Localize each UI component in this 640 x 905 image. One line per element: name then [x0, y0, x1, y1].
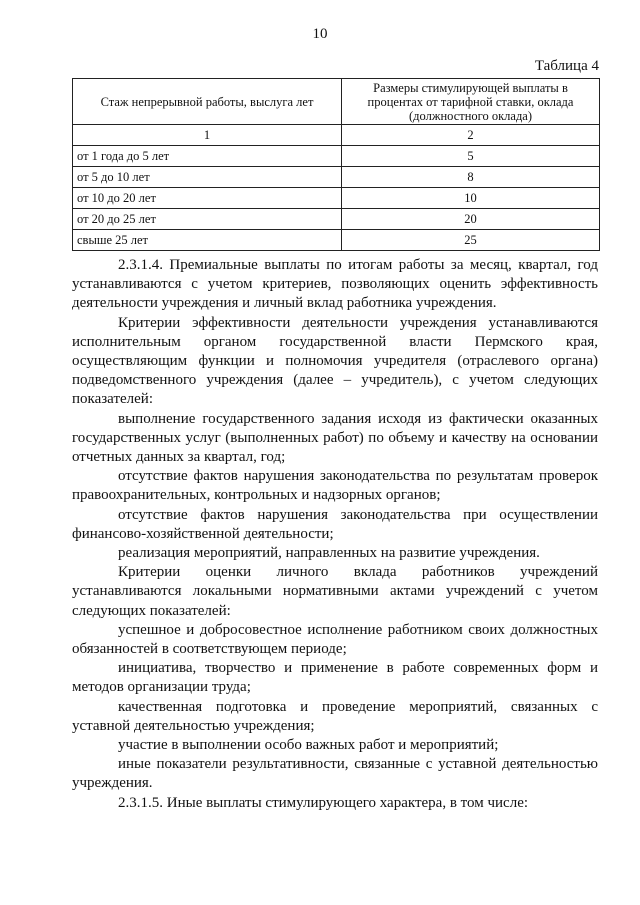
experience-cell: от 1 года до 5 лет [73, 146, 342, 167]
experience-cell: от 20 до 25 лет [73, 209, 342, 230]
table-row [73, 167, 600, 188]
table-row [73, 230, 600, 251]
bonus-rates-table [72, 78, 600, 251]
header-bonus-size: Размеры стимулирующей выплаты в процентах от тарифной ставки, оклада (должностного оклада) [342, 79, 600, 125]
percent-cell: 5 [342, 146, 600, 167]
experience-cell: свыше 25 лет [73, 230, 342, 251]
column-number-2: 2 [342, 125, 600, 146]
percent-cell: 20 [342, 209, 600, 230]
column-number-1: 1 [73, 125, 342, 146]
table-row [73, 146, 600, 167]
paragraph-important-works: участие в выполнении особо важных работ и мероприятий; [118, 737, 499, 754]
column-number-row [73, 125, 600, 146]
header-experience: Стаж непрерывной работы, выслуга лет [73, 79, 342, 125]
paragraph-state-task: выполнение государственного задания исходя из фактически оказанных государственных услуг (выполненных работ) по объему и качеству на основании отчетных данных за квартал, год; [72, 410, 598, 466]
paragraph-2-3-1-4: 2.3.1.4. Премиальные выплаты по итогам работы за месяц, квартал, год устанавливаются с учетом критериев, позволяющих оценить эффективность деятельности учреждения и личный вклад работника учреждения. [72, 257, 598, 312]
paragraph-initiative: инициатива, творчество и применение в работе современных форм и методов организации труда; [72, 660, 598, 696]
percent-cell: 8 [342, 167, 600, 188]
paragraph-development-measures: реализация мероприятий, направленных на развитие учреждения. [118, 545, 540, 562]
table-row [73, 209, 600, 230]
paragraph-2-3-1-5: 2.3.1.5. Иные выплаты стимулирующего характера, в том числе: [118, 794, 529, 811]
paragraph-duties-performance: успешное и добросовестное исполнение работником своих должностных обязанностей в соответствующем периоде; [72, 621, 598, 658]
experience-cell: от 10 до 20 лет [73, 188, 342, 209]
paragraph-efficiency-criteria: Критерии эффективности деятельности учреждения устанавливаются исполнительным органом государственной власти Пермского края, осуществляющим функции и полномочия учредителя (отраслевого органа) подведомственного учреждения (далее – учредитель), с учетом следующих показателей: [72, 314, 598, 408]
experience-cell: от 5 до 10 лет [73, 167, 342, 188]
paragraph-no-violations-finance: отсутствие фактов нарушения законодательства при осуществлении финансово-хозяйственной деятельности; [72, 506, 598, 542]
paragraph-other-indicators: иные показатели результативности, связанные с уставной деятельностью учреждения. [72, 756, 598, 792]
percent-cell: 10 [342, 188, 600, 209]
table-caption: Таблица 4 [534, 58, 599, 74]
paragraph-no-violations-inspections: отсутствие фактов нарушения законодательства по результатам проверок правоохранительных, контрольных и надзорных органов; [72, 468, 598, 504]
paragraph-personal-contribution-criteria: Критерии оценки личного вклада работников учреждений устанавливаются локальными нормативными актами учреждений с учетом следующих показателей: [72, 564, 598, 619]
table-header-row [73, 79, 600, 125]
table-row [73, 188, 600, 209]
document-body [72, 256, 598, 813]
page-number: 10 [312, 26, 328, 42]
paragraph-events-preparation: качественная подготовка и проведение мероприятий, связанных с уставной деятельностью учреждения; [72, 698, 598, 734]
percent-cell: 25 [342, 230, 600, 251]
